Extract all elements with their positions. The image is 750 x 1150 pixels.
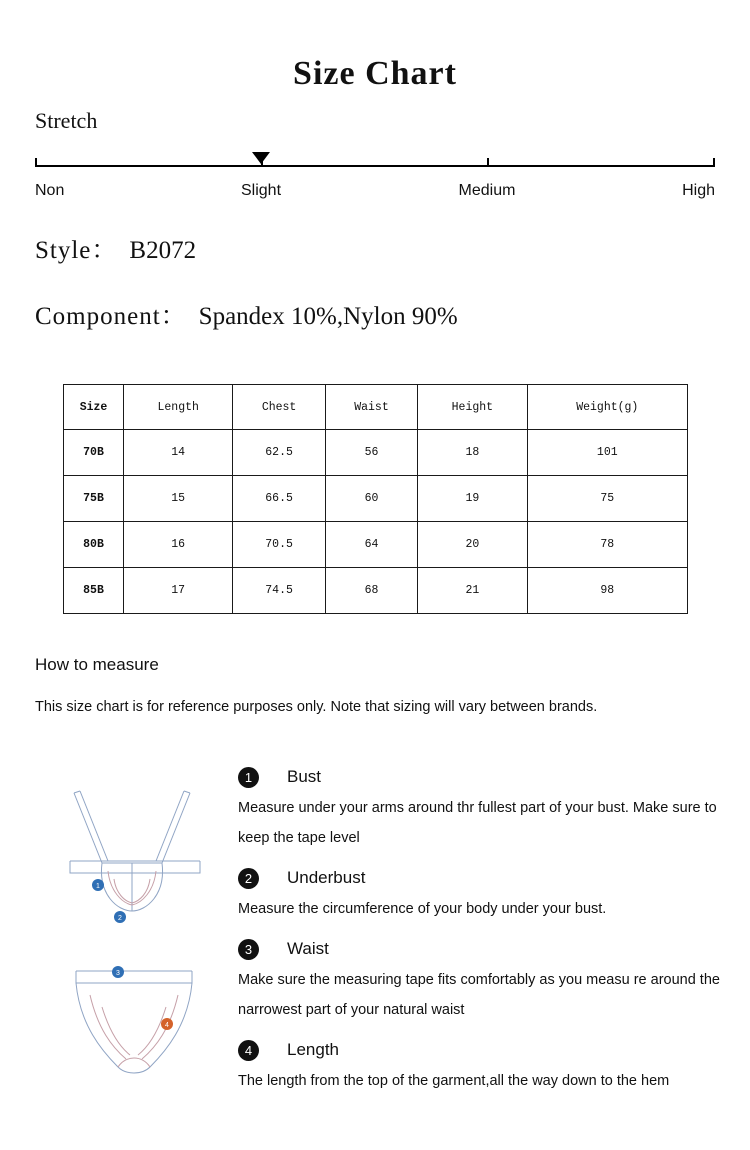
table-row (64, 522, 688, 568)
table-cell: 17 (124, 568, 233, 614)
measure-step-length (238, 1035, 726, 1096)
svg-text:4: 4 (165, 1022, 169, 1029)
table-cell: 18 (418, 430, 527, 476)
table-cell: 74.5 (233, 568, 325, 614)
stretch-level-labels (35, 182, 715, 204)
stretch-level-non: Non (35, 182, 65, 199)
style-key: Style： (35, 237, 118, 264)
style-row (35, 230, 196, 266)
how-to-measure-title: How to measure (35, 655, 159, 674)
stretch-tick-high (713, 158, 715, 167)
step-badge-icon: 1 (238, 767, 259, 788)
table-cell: 16 (124, 522, 233, 568)
step-name: Waist (287, 939, 329, 958)
table-cell: 70.5 (233, 522, 325, 568)
table-cell: 56 (325, 430, 417, 476)
stretch-level-high: High (682, 182, 715, 199)
stretch-selected-marker-icon (252, 152, 270, 164)
component-row (35, 296, 458, 332)
stretch-level-slight: Slight (240, 182, 282, 199)
table-cell: 14 (124, 430, 233, 476)
page-title: Size Chart (293, 55, 457, 92)
table-cell: 62.5 (233, 430, 325, 476)
step-header (238, 1035, 726, 1065)
table-cell: 15 (124, 476, 233, 522)
step-badge-icon: 3 (238, 939, 259, 960)
table-cell: 66.5 (233, 476, 325, 522)
step-badge-icon: 4 (238, 1040, 259, 1061)
step-description: Measure under your arms around thr fullest part of your bust. Make sure to keep the tape level (238, 800, 717, 846)
step-header (238, 934, 726, 964)
step-name: Underbust (287, 868, 366, 887)
measure-step-underbust (238, 863, 726, 924)
component-key: Component： (35, 303, 187, 330)
table-row (64, 568, 688, 614)
measurement-diagram (40, 775, 230, 1085)
stretch-label: Stretch (35, 108, 98, 133)
table-cell: 75 (527, 476, 687, 522)
svg-text:2: 2 (118, 915, 122, 922)
measure-step-bust (238, 762, 726, 853)
table-header-cell: Size (64, 385, 124, 430)
step-description: The length from the top of the garment,all the way down to the hem (238, 1073, 670, 1089)
size-table (63, 384, 688, 614)
table-cell: 80B (64, 522, 124, 568)
table-header-cell: Waist (325, 385, 417, 430)
table-cell: 60 (325, 476, 417, 522)
table-header-cell: Height (418, 385, 527, 430)
table-row (64, 476, 688, 522)
svg-text:3: 3 (116, 970, 120, 977)
table-cell: 20 (418, 522, 527, 568)
table-cell: 98 (527, 568, 687, 614)
how-to-measure-note: This size chart is for reference purposes only. Note that sizing will vary between brands. (35, 699, 598, 715)
table-header-cell: Length (124, 385, 233, 430)
step-badge-icon: 2 (238, 868, 259, 889)
step-header (238, 762, 726, 792)
svg-text:1: 1 (96, 883, 100, 890)
table-cell: 75B (64, 476, 124, 522)
table-cell: 85B (64, 568, 124, 614)
step-description: Make sure the measuring tape fits comfortably as you measu re around the narrowest part of your natural waist (238, 972, 720, 1018)
table-cell: 21 (418, 568, 527, 614)
table-cell: 19 (418, 476, 527, 522)
measure-step-waist (238, 934, 726, 1025)
style-value: B2072 (129, 237, 197, 264)
step-name: Bust (287, 767, 322, 786)
table-cell: 68 (325, 568, 417, 614)
table-cell: 78 (527, 522, 687, 568)
table-header-cell: Chest (233, 385, 325, 430)
stretch-tick-medium (487, 158, 489, 167)
table-cell: 64 (325, 522, 417, 568)
table-header-row (64, 385, 688, 430)
garment-line-art-icon (40, 775, 230, 1085)
stretch-meter (35, 152, 715, 212)
table-header-cell: Weight(g) (527, 385, 687, 430)
table-row (64, 430, 688, 476)
measurement-steps (238, 762, 726, 1106)
component-value: Spandex 10%,Nylon 90% (198, 303, 458, 330)
stretch-tick-non (35, 158, 37, 167)
step-header (238, 863, 726, 893)
step-description: Measure the circumference of your body under your bust. (238, 901, 607, 917)
step-name: Length (287, 1040, 339, 1059)
table-cell: 70B (64, 430, 124, 476)
stretch-level-medium: Medium (458, 182, 516, 199)
stretch-bar (35, 165, 715, 167)
table-cell: 101 (527, 430, 687, 476)
